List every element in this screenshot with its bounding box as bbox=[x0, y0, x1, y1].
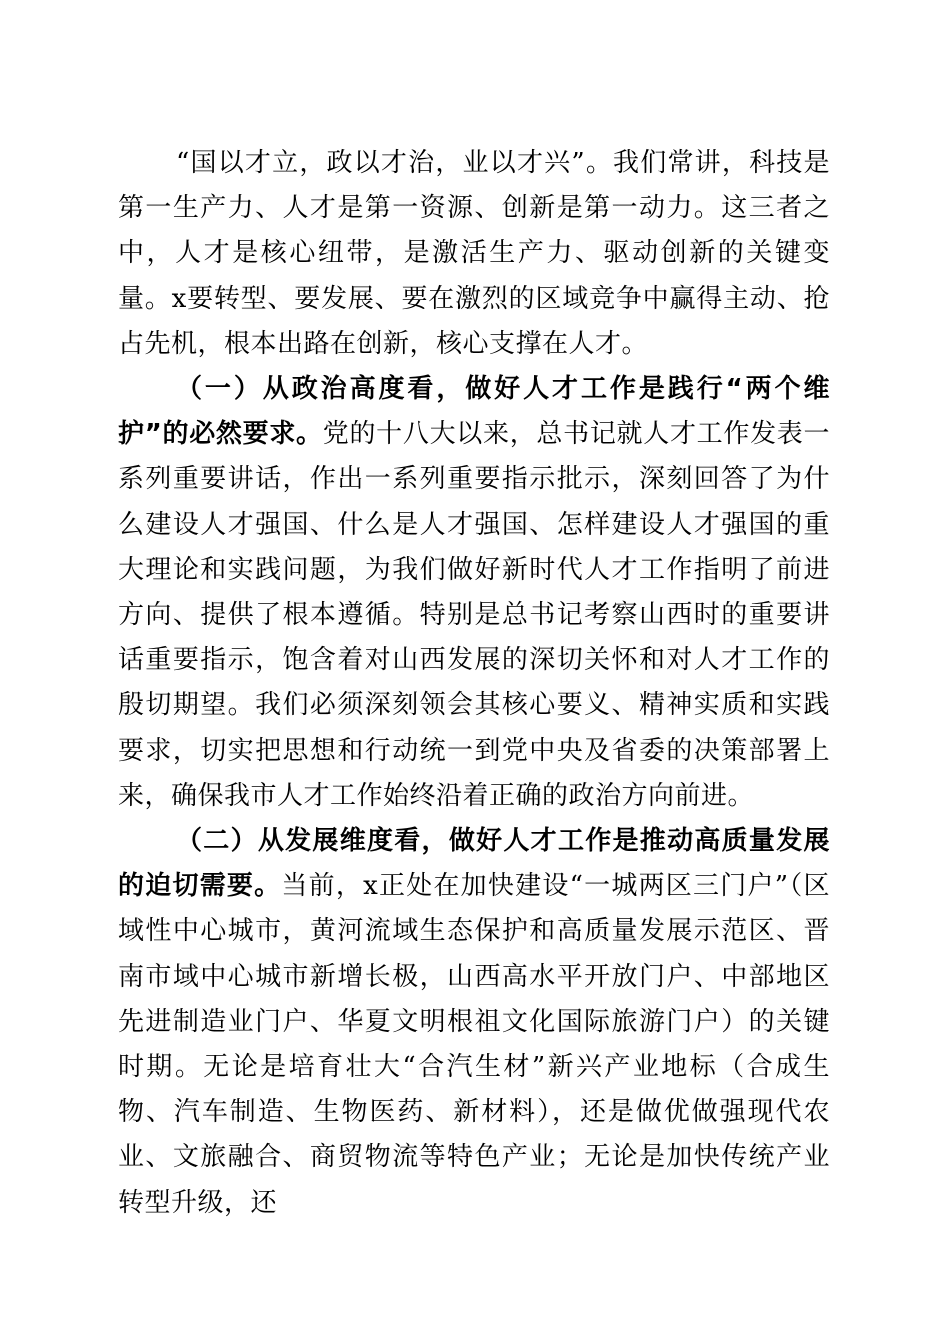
intro-paragraph-text: “国以才立，政以才治，业以才兴”。我们常讲，科技是第一生产力、人才是第一资源、创新是第一动力。这三者之中，人才是核心纽带，是激活生产力、驱动创新的关键变量。x要转型、要发展、要在激烈的区域竞争中赢得主动、抢占先机，根本出路在创新，核心支撑在人才。 bbox=[118, 148, 830, 359]
section-one-paragraph bbox=[118, 367, 830, 819]
intro-paragraph bbox=[118, 141, 830, 367]
section-two-paragraph bbox=[118, 819, 830, 1226]
section-one-heading: （一）从政治高度看，做好人才工作是践行“两个维护”的必然要求。 bbox=[118, 374, 830, 450]
section-one-text: 党的十八大以来，总书记就人才工作发表一系列重要讲话，作出一系列重要指示批示，深刻回答了为什么建设人才强国、什么是人才强国、怎样建设人才强国的重大理论和实践问题，为我们做好新时代人才工作指明了前进方向、提供了根本遵循。特别是总书记考察山西时的重要讲话重要指示，饱含着对山西发展的深切关怀和对人才工作的殷切期望。我们必须深刻领会其核心要义、精神实质和实践要求，切实把思想和行动统一到党中央及省委的决策部署上来，确保我市人才工作始终沿着正确的政治方向前进。 bbox=[118, 419, 830, 811]
section-two-heading: （二）从发展维度看，做好人才工作是推动高质量发展的迫切需要。 bbox=[118, 826, 830, 902]
section-two-text: 当前，x正处在加快建设“一城两区三门户”（区域性中心城市，黄河流域生态保护和高质量发展示范区、晋南市域中心城市新增长极，山西高水平开放门户、中部地区先进制造业门户、华夏文明根祖文化国际旅游门户）的关键时期。无论是培育壮大“合汽生材”新兴产业地标（合成生物、汽车制造、生物医药、新材料），还是做优做强现代农业、文旅融合、商贸物流等特色产业；无论是加快传统产业转型升级，还 bbox=[118, 871, 830, 1218]
document-body bbox=[118, 141, 830, 1226]
